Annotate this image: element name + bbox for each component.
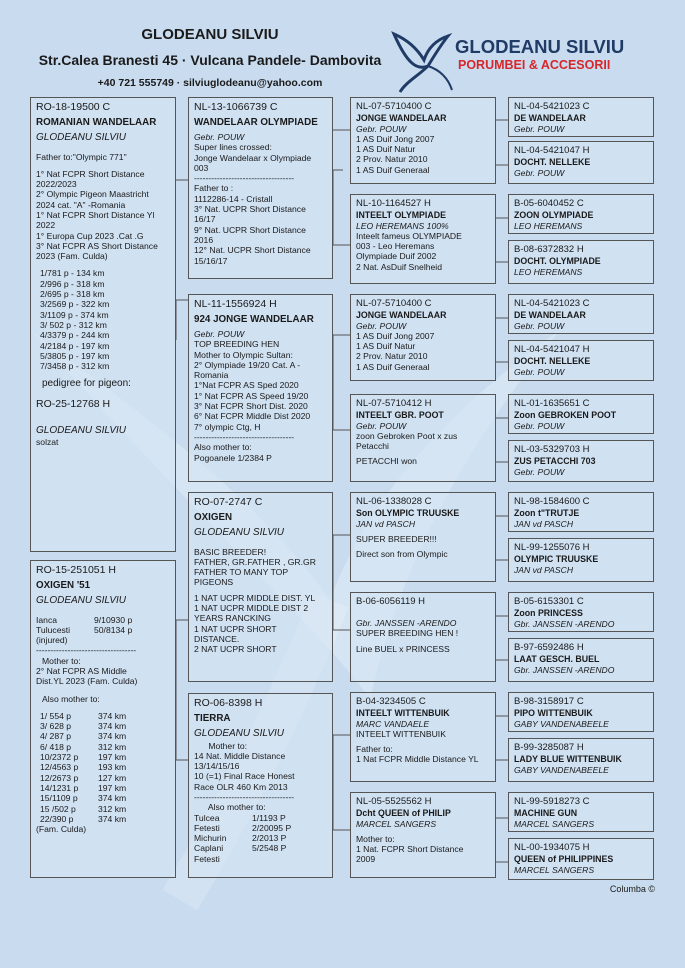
- info-line: 1 AS Duif Jong 2007: [356, 330, 435, 341]
- race-line: Tulcea 1/1193 P: [194, 812, 286, 823]
- info-line: 1° Nat FCPR AS Speed 19/20: [194, 390, 309, 401]
- g3-ring: B-08-6372832 H: [514, 244, 584, 255]
- g3-name: DE WANDELAAR: [514, 113, 586, 123]
- result-line: 7/3458 p - 312 km: [40, 361, 110, 372]
- info-line: 2° Olympiade 19/20 Cat. A -: [194, 359, 301, 370]
- g1-name: 924 JONGE WANDELAAR: [194, 314, 314, 325]
- info-line: Direct son from Olympic: [356, 549, 448, 560]
- g3-owner: Gebr. POUW: [514, 123, 565, 134]
- info-line: 1 NAT UCPR MIDDLE DIST. YL: [194, 592, 316, 603]
- g3-name: QUEEN of PHILIPPINES: [514, 854, 614, 864]
- info-line: DISTANCE.: [194, 633, 240, 644]
- subject-ring: RO-18-19500 C: [36, 101, 111, 113]
- g3-owner: Gebr. POUW: [514, 420, 565, 431]
- info-line: 6° Nat FCPR Middle Dist 2020: [194, 411, 311, 422]
- g3-owner: GABY VANDENABEELE: [514, 718, 609, 729]
- g3-ring: NL-03-5329703 H: [514, 444, 590, 455]
- pedigree-color: solzat: [36, 437, 59, 448]
- result-line: 4/ 287 p 374 km: [40, 731, 127, 742]
- info-line: 2016: [194, 234, 214, 245]
- info-line: Also mother to:: [194, 442, 252, 453]
- g3-card: [508, 792, 654, 832]
- g2-owner: Gebr. POUW: [356, 123, 407, 134]
- g3-card: [508, 738, 654, 782]
- pedigree-label: pedigree for pigeon:: [42, 378, 131, 390]
- dam-divider: -----------------------------------: [36, 645, 137, 656]
- dam-also-results: [36, 711, 170, 824]
- g2-name: JONGE WANDELAAR: [356, 113, 447, 123]
- info-line: 12° Nat. UCPR Short Distance: [194, 245, 311, 256]
- info-line: 1112286-14 - Cristall: [194, 193, 273, 204]
- info-line: Olympiade Duif 2002: [356, 251, 437, 262]
- achievement-line: 2° Olympic Pigeon Maastricht: [36, 189, 149, 200]
- g1-card: [188, 693, 333, 878]
- info-line: 13/14/15/16: [194, 761, 240, 772]
- dam-mother-to-line: 2° Nat FCPR AS Middle: [36, 665, 127, 676]
- g3-name: Zoon PRINCESS: [514, 608, 583, 618]
- g1-owner: GLODEANU SILVIU: [194, 728, 285, 739]
- g2-ring: NL-10-1164527 H: [356, 198, 431, 209]
- achievement-line: 2023 (Fam. Culda): [36, 251, 108, 262]
- result-line: 12/2673 p 127 km: [40, 772, 127, 783]
- info-line: 15/16/17: [194, 255, 228, 266]
- info-line: 2009: [356, 854, 376, 865]
- g2-ring: NL-07-5710412 H: [356, 398, 432, 409]
- g1-name: OXIGEN: [194, 512, 233, 523]
- g3-card: [508, 492, 654, 532]
- g1-name: TIERRA: [194, 713, 231, 724]
- dam-owner: GLODEANU SILVIU: [36, 595, 127, 606]
- info-line: 1°Nat FCPR AS Sped 2020: [194, 380, 299, 391]
- g2-ring: B-06-6056119 H: [356, 596, 426, 607]
- g3-owner: MARCEL SANGERS: [514, 818, 595, 829]
- dam-card: [30, 560, 176, 878]
- result-line: 1/ 554 p 374 km: [40, 710, 127, 721]
- info-line: 003 - Leo Heremans: [356, 241, 435, 252]
- info-line: Mother to:: [356, 833, 395, 844]
- result-line: 4/3379 p - 244 km: [40, 330, 110, 341]
- info-line: TOP BREEDING HEN: [194, 339, 280, 350]
- g3-ring: NL-04-5421047 H: [514, 145, 590, 156]
- g3-name: OLYMPIC TRUUSKE: [514, 554, 599, 564]
- result-line: 6/ 418 p 312 km: [40, 741, 127, 752]
- achievement-line: 2024 cat. "A" -Romania: [36, 199, 126, 210]
- info-line: 1 AS Duif Natur: [356, 144, 416, 155]
- also-label: Also mother to:: [194, 802, 266, 813]
- info-line: Jonge Wandelaar x Olympiade: [194, 152, 312, 163]
- info-line: SUPER BREEDER!!!: [356, 533, 437, 544]
- race-line: Fetesti: [194, 853, 220, 864]
- result-line: 10/2372 p 197 km: [40, 752, 127, 763]
- info-line: Petacchi: [356, 441, 389, 452]
- subject-name: ROMANIAN WANDELAAR: [36, 117, 157, 128]
- g3-card: [508, 538, 654, 582]
- dam-family: (Fam. Culda): [36, 824, 87, 835]
- g3-owner: Gbr. JANSSEN -ARENDO: [514, 618, 615, 629]
- divider: -----------------------------------: [194, 791, 295, 802]
- race-line: Michurin 2/2013 P: [194, 833, 287, 844]
- race-line: Fetesti 2/20095 P: [194, 822, 292, 833]
- g3-owner: Gebr. POUW: [514, 167, 565, 178]
- dam-race: Ianca 9/10930 p: [36, 614, 133, 625]
- g2-card: [350, 97, 496, 184]
- divider: -----------------------------------: [194, 173, 295, 184]
- info-line: Race OLR 460 Km 2013: [194, 781, 288, 792]
- logo-title: GLODEANU SILVIU: [455, 36, 625, 57]
- g2-ring: NL-06-1338028 C: [356, 496, 432, 507]
- g3-name: DOCHT. NELLEKE: [514, 356, 591, 366]
- g1-ring: RO-06-8398 H: [194, 697, 263, 709]
- info-line: Line BUEL x PRINCESS: [356, 643, 450, 654]
- g2-ring: NL-05-5525562 H: [356, 796, 432, 807]
- info-line: 1 Nat. FCPR Short Distance: [356, 844, 464, 855]
- breeder-address: Str.Calea Branesti 45 · Vulcana Pandele- Dambovita: [38, 52, 382, 68]
- result-line: 1/781 p - 134 km: [40, 268, 105, 279]
- info-line: Romania: [194, 370, 229, 381]
- g3-card: [508, 141, 654, 184]
- g2-owner: Gebr. POUW: [356, 320, 407, 331]
- g3-name: LADY BLUE WITTENBUIK: [514, 754, 622, 764]
- info-line: 003: [194, 162, 209, 173]
- g3-name: PIPO WITTENBUIK: [514, 708, 593, 718]
- g2-owner: Gbr. JANSSEN -ARENDO: [356, 618, 457, 628]
- g2-card: [350, 194, 496, 284]
- achievement-line: 2022: [36, 220, 56, 231]
- info-line: 9° Nat. UCPR Short Distance: [194, 224, 306, 235]
- info-line: 2 Nat. AsDuif Snelheid: [356, 261, 442, 272]
- g3-owner: Gebr. POUW: [514, 466, 565, 477]
- info-line: 1 NAT UCPR MIDDLE DIST 2: [194, 602, 309, 613]
- pedigree-ring: RO-25-12768 H: [36, 397, 111, 410]
- info-line: 2 Prov. Natur 2010: [356, 351, 428, 362]
- info-line: BASIC BREEDER!: [194, 546, 267, 557]
- info-line: zoon Gebroken Poot x zus: [356, 430, 458, 441]
- info-line: PETACCHI won: [356, 456, 417, 467]
- dam-also-label: Also mother to:: [42, 693, 100, 704]
- g1-name: WANDELAAR OLYMPIADE: [194, 117, 318, 128]
- info-line: Mother to:: [194, 740, 248, 751]
- g3-card: [508, 692, 654, 732]
- g3-card: [508, 638, 654, 682]
- g2-name: INTEELT GBR. POOT: [356, 410, 444, 420]
- info-line: Inteelt fameus OLYMPIADE: [356, 230, 462, 241]
- race-line: Caplani 5/2548 P: [194, 843, 287, 854]
- info-line: Father to:: [356, 744, 393, 755]
- subject-card: [30, 97, 176, 552]
- g2-name: JONGE WANDELAAR: [356, 310, 447, 320]
- g3-owner: GABY VANDENABEELE: [514, 764, 609, 775]
- g2-card: [350, 492, 496, 582]
- result-line: 2/996 p - 318 km: [40, 278, 105, 289]
- g1-card: [188, 97, 333, 279]
- g2-ring: B-04-3234505 C: [356, 696, 426, 707]
- g3-ring: B-05-6040452 C: [514, 198, 584, 209]
- g3-name: DOCHT. OLYMPIADE: [514, 256, 601, 266]
- info-line: 1 AS Duif Generaal: [356, 164, 430, 175]
- g3-ring: NL-99-5918273 C: [514, 796, 590, 807]
- result-line: 4/2184 p - 197 km: [40, 340, 110, 351]
- achievement-line: 1° Europa Cup 2023 .Cat .G: [36, 230, 144, 241]
- g1-ring: RO-07-2747 C: [194, 496, 263, 508]
- g1-card: [188, 492, 333, 682]
- info-line: 1 NAT UCPR SHORT: [194, 623, 277, 634]
- g2-name: Dcht QUEEN of PHILIP: [356, 808, 451, 818]
- g2-ring: NL-07-5710400 C: [356, 101, 432, 112]
- info-line: 7° olympic Ctg, H: [194, 421, 261, 432]
- g3-owner: MARCEL SANGERS: [514, 864, 595, 875]
- g3-name: LAAT GESCH. BUEL: [514, 654, 600, 664]
- dam-mother-to-label: Mother to:: [42, 655, 81, 666]
- dam-ring: RO-15-251051 H: [36, 564, 116, 576]
- g3-card: [508, 194, 654, 234]
- info-line: SUPER BREEDING HEN !: [356, 628, 459, 639]
- result-line: 5/3805 p - 197 km: [40, 350, 110, 361]
- dam-race: Tulucesti 50/8134 p: [36, 624, 133, 635]
- g3-card: [508, 97, 654, 137]
- g3-card: [508, 440, 654, 482]
- g2-card: [350, 294, 496, 381]
- info-line: 1 Nat FCPR Middle Distance YL: [356, 754, 479, 765]
- g3-owner: JAN vd PASCH: [514, 564, 574, 575]
- g2-card: [350, 792, 496, 878]
- result-line: 3/ 628 p 374 km: [40, 721, 127, 732]
- info-line: Pogoanele 1/2384 P: [194, 452, 272, 463]
- breeder-name: GLODEANU SILVIU: [141, 26, 279, 43]
- subject-results: [36, 268, 170, 371]
- info-line: INTEELT WITTENBUIK: [356, 728, 446, 739]
- info-line: YEARS RANCKING: [194, 613, 271, 624]
- g3-ring: B-98-3158917 C: [514, 696, 584, 707]
- g3-name: ZUS PETACCHI 703: [514, 456, 596, 466]
- g3-card: [508, 592, 654, 632]
- g3-name: DE WANDELAAR: [514, 310, 586, 320]
- info-line: 1 AS Duif Natur: [356, 341, 416, 352]
- g3-ring: B-97-6592486 H: [514, 642, 584, 653]
- g3-card: [508, 240, 654, 284]
- g3-name: Zoon t"TRUTJE: [514, 508, 580, 518]
- info-line: 16/17: [194, 214, 216, 225]
- g3-card: [508, 838, 654, 880]
- g3-owner: LEO HEREMANS: [514, 266, 583, 277]
- g3-ring: NL-04-5421023 C: [514, 298, 590, 309]
- info-line: FATHER TO MANY TOP: [194, 567, 289, 578]
- g1-owner: Gebr. POUW: [194, 132, 245, 142]
- dam-name: OXIGEN '51: [36, 580, 91, 591]
- g3-ring: NL-99-1255076 H: [514, 542, 590, 553]
- g1-ring: NL-13-1066739 C: [194, 101, 278, 113]
- g2-card: [350, 394, 496, 482]
- info-line: 1 AS Duif Jong 2007: [356, 133, 435, 144]
- info-line: 3° Nat. UCPR Short Distance: [194, 204, 306, 215]
- dove-logo-icon: [388, 26, 456, 96]
- breeder-contact: +40 721 555749 · silviuglodeanu@yahoo.com: [97, 77, 323, 89]
- g2-owner: MARCEL SANGERS: [356, 818, 437, 829]
- result-line: 14/1231 p 197 km: [40, 782, 127, 793]
- pedigree-owner: GLODEANU SILVIU: [36, 424, 127, 436]
- g3-name: DOCHT. NELLEKE: [514, 157, 591, 167]
- result-line: 2/695 p - 318 km: [40, 289, 105, 300]
- info-line: Super lines crossed:: [194, 142, 272, 153]
- achievement-line: 1° Nat FCPR Short Distance Yl: [36, 209, 155, 220]
- result-line: 3/2569 p - 322 km: [40, 299, 110, 310]
- g3-owner: Gebr. POUW: [514, 366, 565, 377]
- result-line: 15 /502 p 312 km: [40, 803, 127, 814]
- g2-owner: Gebr. POUW: [356, 420, 407, 431]
- g3-name: MACHINE GUN: [514, 808, 578, 818]
- g3-ring: NL-01-1635651 C: [514, 398, 590, 409]
- footer-credit: Columba ©: [609, 884, 655, 894]
- g2-owner: MARC VANDAELE: [356, 718, 430, 729]
- info-line: 2 NAT UCPR SHORT: [194, 644, 277, 655]
- g1-ring: NL-11-1556924 H: [194, 298, 277, 310]
- g2-name: INTEELT OLYMPIADE: [356, 210, 446, 220]
- dam-mother-to-line: Dist.YL 2023 (Fam. Culda): [36, 676, 138, 687]
- achievement-line: 3° Nat FCPR AS Short Distance: [36, 240, 158, 251]
- info-line: FATHER, GR.FATHER , GR.GR: [194, 556, 316, 567]
- achievement-line: 2022/2023: [36, 179, 77, 190]
- g3-card: [508, 340, 654, 381]
- result-line: 3/1109 p - 374 km: [40, 309, 109, 320]
- g3-name: Zoon GEBROKEN POOT: [514, 410, 617, 420]
- result-line: 22/390 p 374 km: [40, 813, 127, 824]
- result-line: 15/1109 p 374 km: [40, 793, 127, 804]
- g2-card: [350, 692, 496, 782]
- info-line: 14 Nat. Middle Distance: [194, 750, 286, 761]
- subject-achievements: [36, 169, 170, 262]
- g3-owner: LEO HEREMANS: [514, 220, 583, 231]
- g3-card: [508, 294, 654, 334]
- g3-ring: B-05-6153301 C: [514, 596, 584, 607]
- info-line: 2 Prov. Natur 2010: [356, 154, 428, 165]
- g3-ring: NL-98-1584600 C: [514, 496, 590, 507]
- g2-name: INTEELT WITTENBUIK: [356, 708, 450, 718]
- g2-owner: LEO HEREMANS 100%: [356, 220, 449, 231]
- dam-note: (injured): [36, 635, 68, 646]
- info-line: 1 AS Duif Generaal: [356, 361, 430, 372]
- g2-name: Son OLYMPIC TRUUSKE: [356, 508, 460, 518]
- result-line: 12/4563 p 193 km: [40, 762, 127, 773]
- subject-owner: GLODEANU SILVIU: [36, 132, 127, 143]
- g2-owner: JAN vd PASCH: [356, 518, 416, 529]
- divider: -----------------------------------: [194, 431, 295, 442]
- info-line: Father to :: [194, 183, 234, 194]
- g1-card: [188, 294, 333, 482]
- info-line: Mother to Olympic Sultan:: [194, 349, 293, 360]
- g3-ring: NL-04-5421023 C: [514, 101, 590, 112]
- g3-name: ZOON OLYMPIADE: [514, 210, 594, 220]
- subject-father-to: Father to:"Olympic 771": [36, 151, 127, 162]
- g3-card: [508, 394, 654, 434]
- g1-owner: GLODEANU SILVIU: [194, 527, 285, 538]
- g3-ring: NL-04-5421047 H: [514, 344, 590, 355]
- logo-subtitle: PORUMBEI & ACCESORII: [458, 58, 611, 72]
- result-line: 3/ 502 p - 312 km: [40, 319, 107, 330]
- g3-ring: B-99-3285087 H: [514, 742, 584, 753]
- g2-card: [350, 592, 496, 682]
- g2-ring: NL-07-5710400 C: [356, 298, 432, 309]
- g3-owner: Gbr. JANSSEN -ARENDO: [514, 664, 615, 675]
- g3-ring: NL-00-1934075 H: [514, 842, 590, 853]
- achievement-line: 1° Nat FCPR Short Distance: [36, 168, 145, 179]
- g1-owner: Gebr. POUW: [194, 329, 245, 339]
- info-line: 10 (=1) Final Race Honest: [194, 771, 295, 782]
- info-line: PIGEONS: [194, 577, 234, 588]
- g3-owner: JAN vd PASCH: [514, 518, 574, 529]
- info-line: 3° Nat FCPR Short Dist. 2020: [194, 401, 308, 412]
- g3-owner: Gebr. POUW: [514, 320, 565, 331]
